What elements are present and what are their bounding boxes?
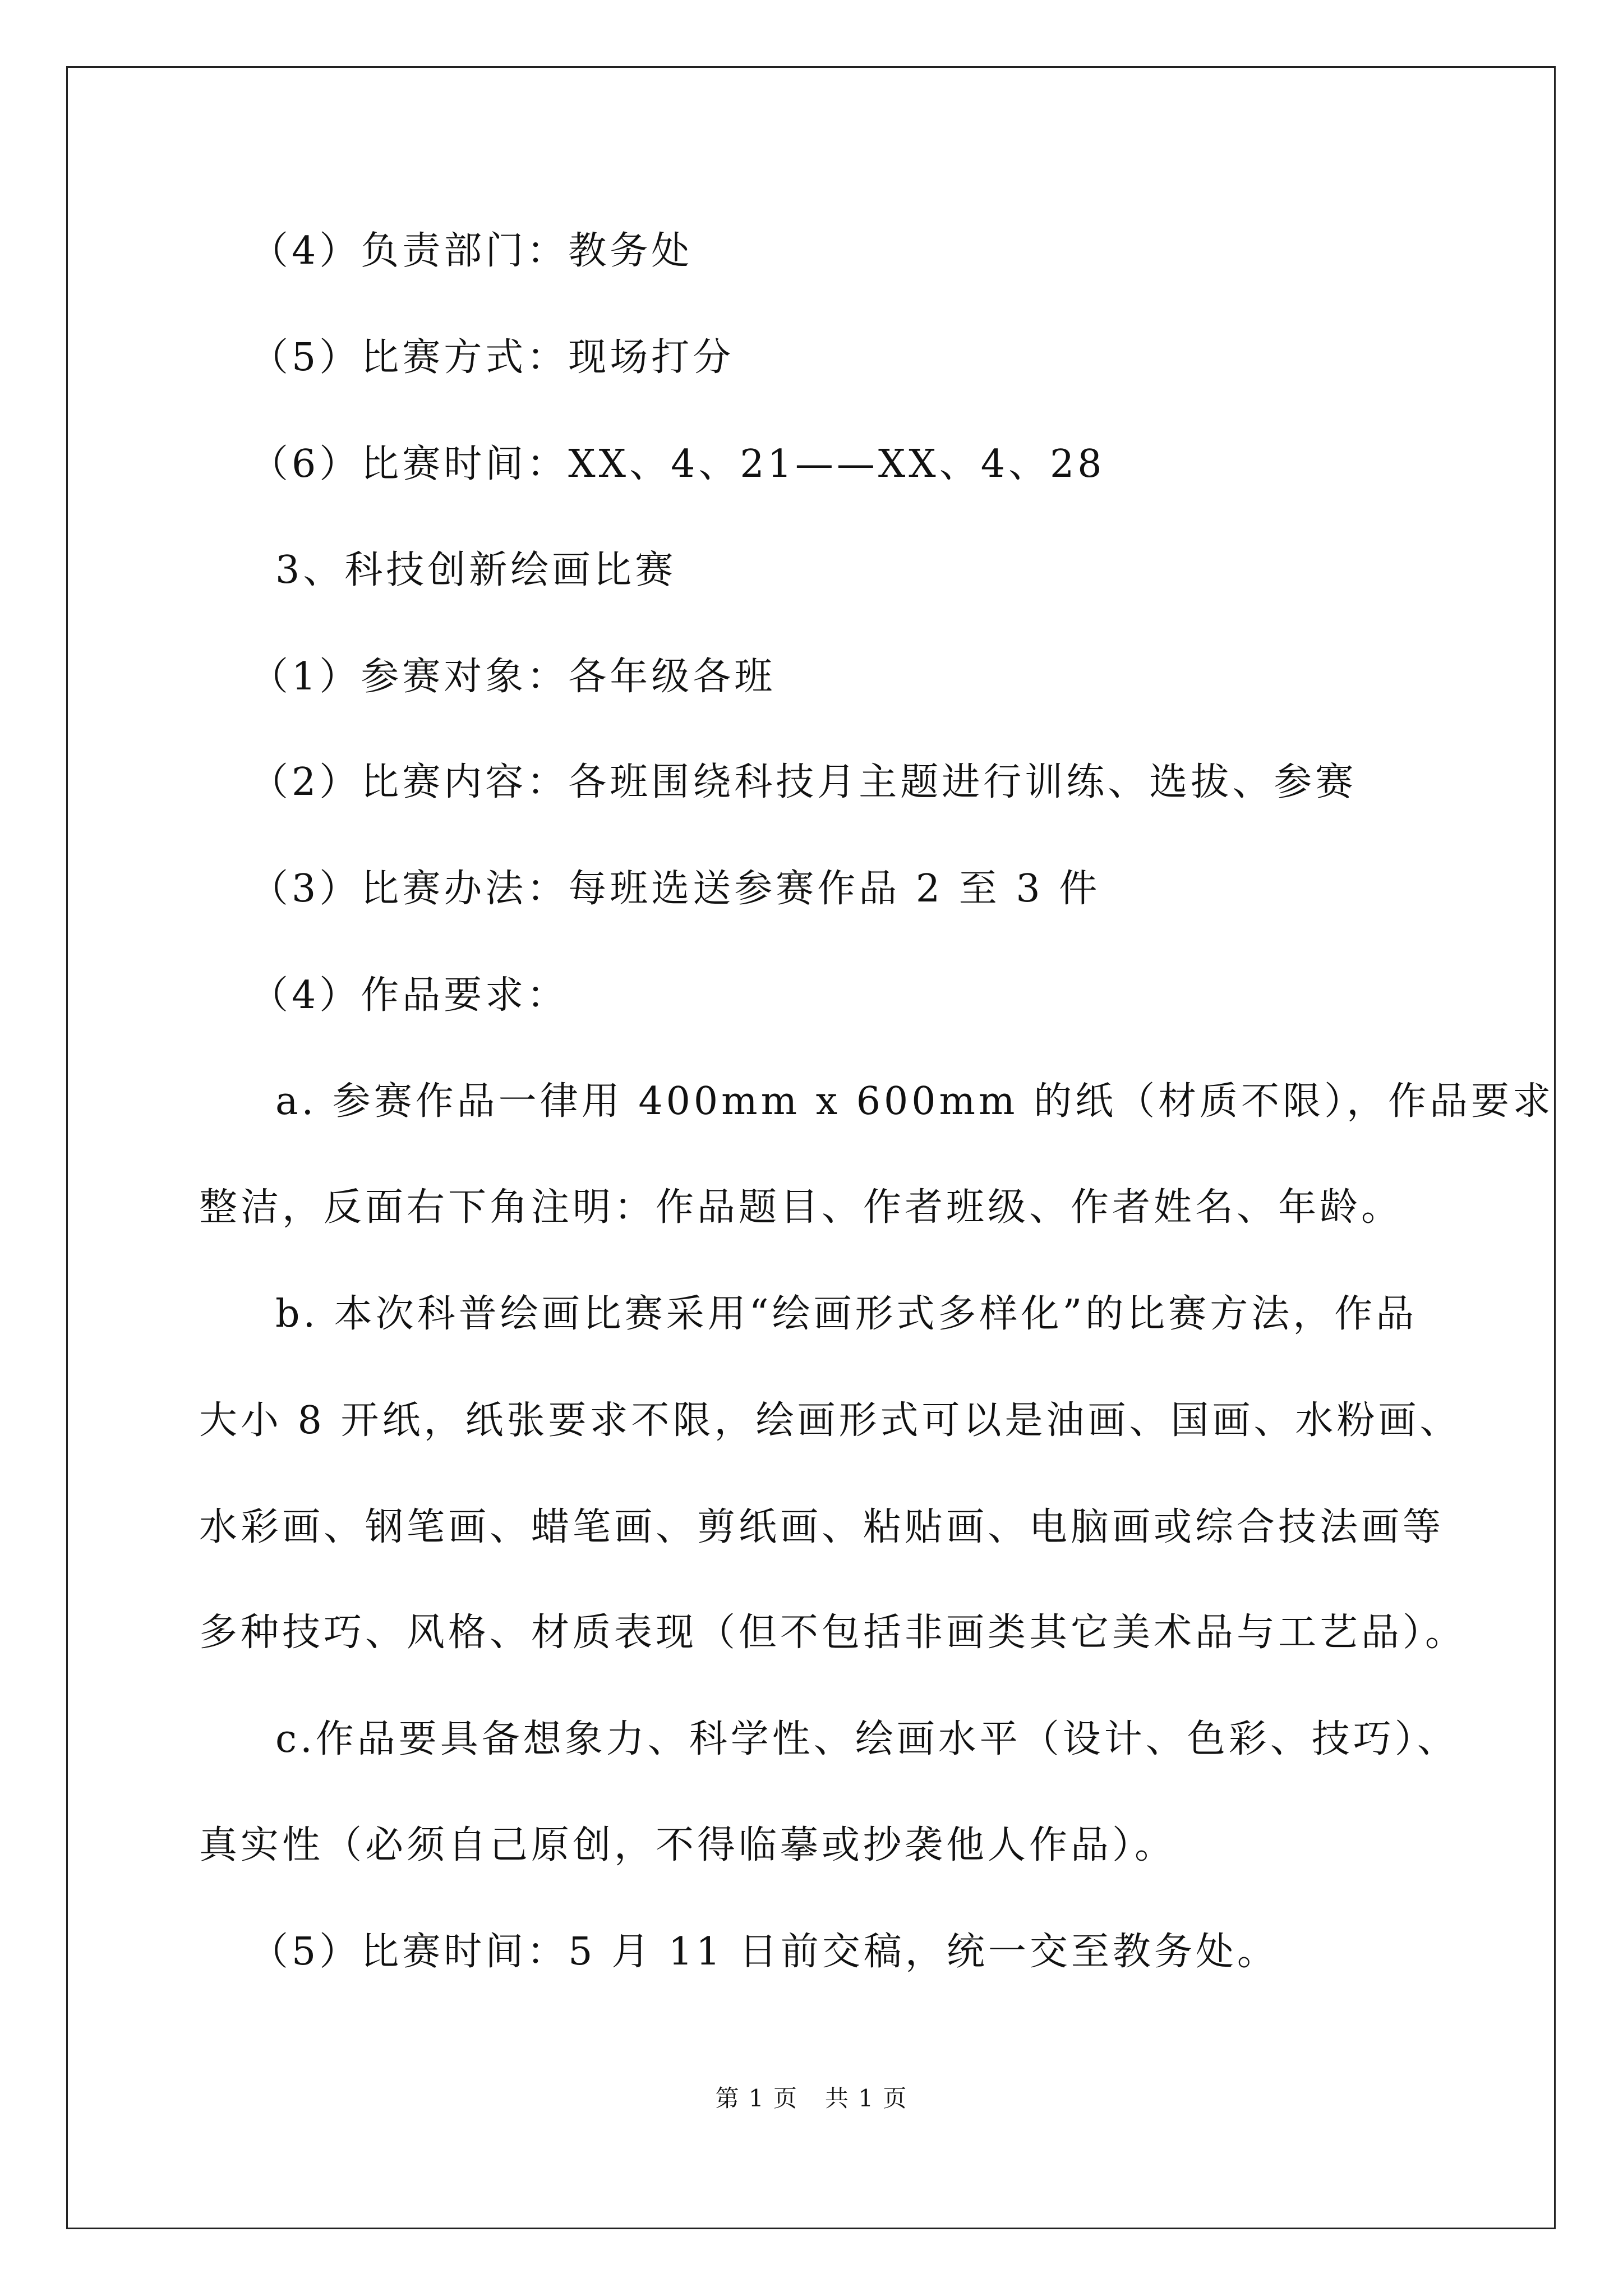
- text-line-requirement-b-1: b. 本次科普绘画比赛采用“绘画形式多样化”的比赛方法，作品: [275, 1292, 1418, 1336]
- text-line-requirement-b-2: 大小 8 开纸，纸张要求不限，绘画形式可以是油画、国画、水粉画、: [199, 1398, 1461, 1443]
- text-line-contest-time: （6）比赛时间：XX、4、21——XX、4、28: [250, 442, 1105, 486]
- text-line-contest-content: （2）比赛内容：各班围绕科技月主题进行训练、选拔、参赛: [250, 760, 1357, 804]
- text-line-work-requirements: （4）作品要求：: [250, 973, 569, 1018]
- text-line-requirement-b-4: 多种技巧、风格、材质表现（但不包括非画类其它美术品与工艺品）。: [199, 1611, 1467, 1655]
- text-line-requirement-a-2: 整洁，反面右下角注明：作品题目、作者班级、作者姓名、年龄。: [199, 1185, 1403, 1230]
- text-line-contest-rules: （3）比赛办法：每班选送参赛作品 2 至 3 件: [250, 867, 1101, 911]
- section-heading-painting-contest: 3、科技创新绘画比赛: [275, 548, 677, 592]
- page-footer: [0, 2085, 1623, 2113]
- page-number-current: 第 1 页: [715, 2085, 798, 2112]
- text-line-requirement-a-1: a. 参赛作品一律用 400mm x 600mm 的纸（材质不限），作品要求: [275, 1079, 1555, 1124]
- text-line-participants: （1）参赛对象：各年级各班: [250, 655, 776, 699]
- text-line-submission-deadline: （5）比赛时间：5 月 11 日前交稿，统一交至教务处。: [250, 1930, 1279, 1974]
- page-border: [66, 66, 1556, 2229]
- text-line-responsible-dept: （4）负责部门：教务处: [250, 229, 693, 273]
- text-line-contest-method: （5）比赛方式：现场打分: [250, 335, 735, 380]
- text-line-requirement-c-1: c.作品要具备想象力、科学性、绘画水平（设计、色彩、技巧）、: [275, 1717, 1459, 1761]
- text-line-requirement-b-3: 水彩画、钢笔画、蜡笔画、剪纸画、粘贴画、电脑画或综合技法画等: [199, 1505, 1445, 1549]
- page-number-total: 共 1 页: [825, 2085, 908, 2112]
- text-line-requirement-c-2: 真实性（必须自己原创，不得临摹或抄袭他人作品）。: [199, 1823, 1177, 1867]
